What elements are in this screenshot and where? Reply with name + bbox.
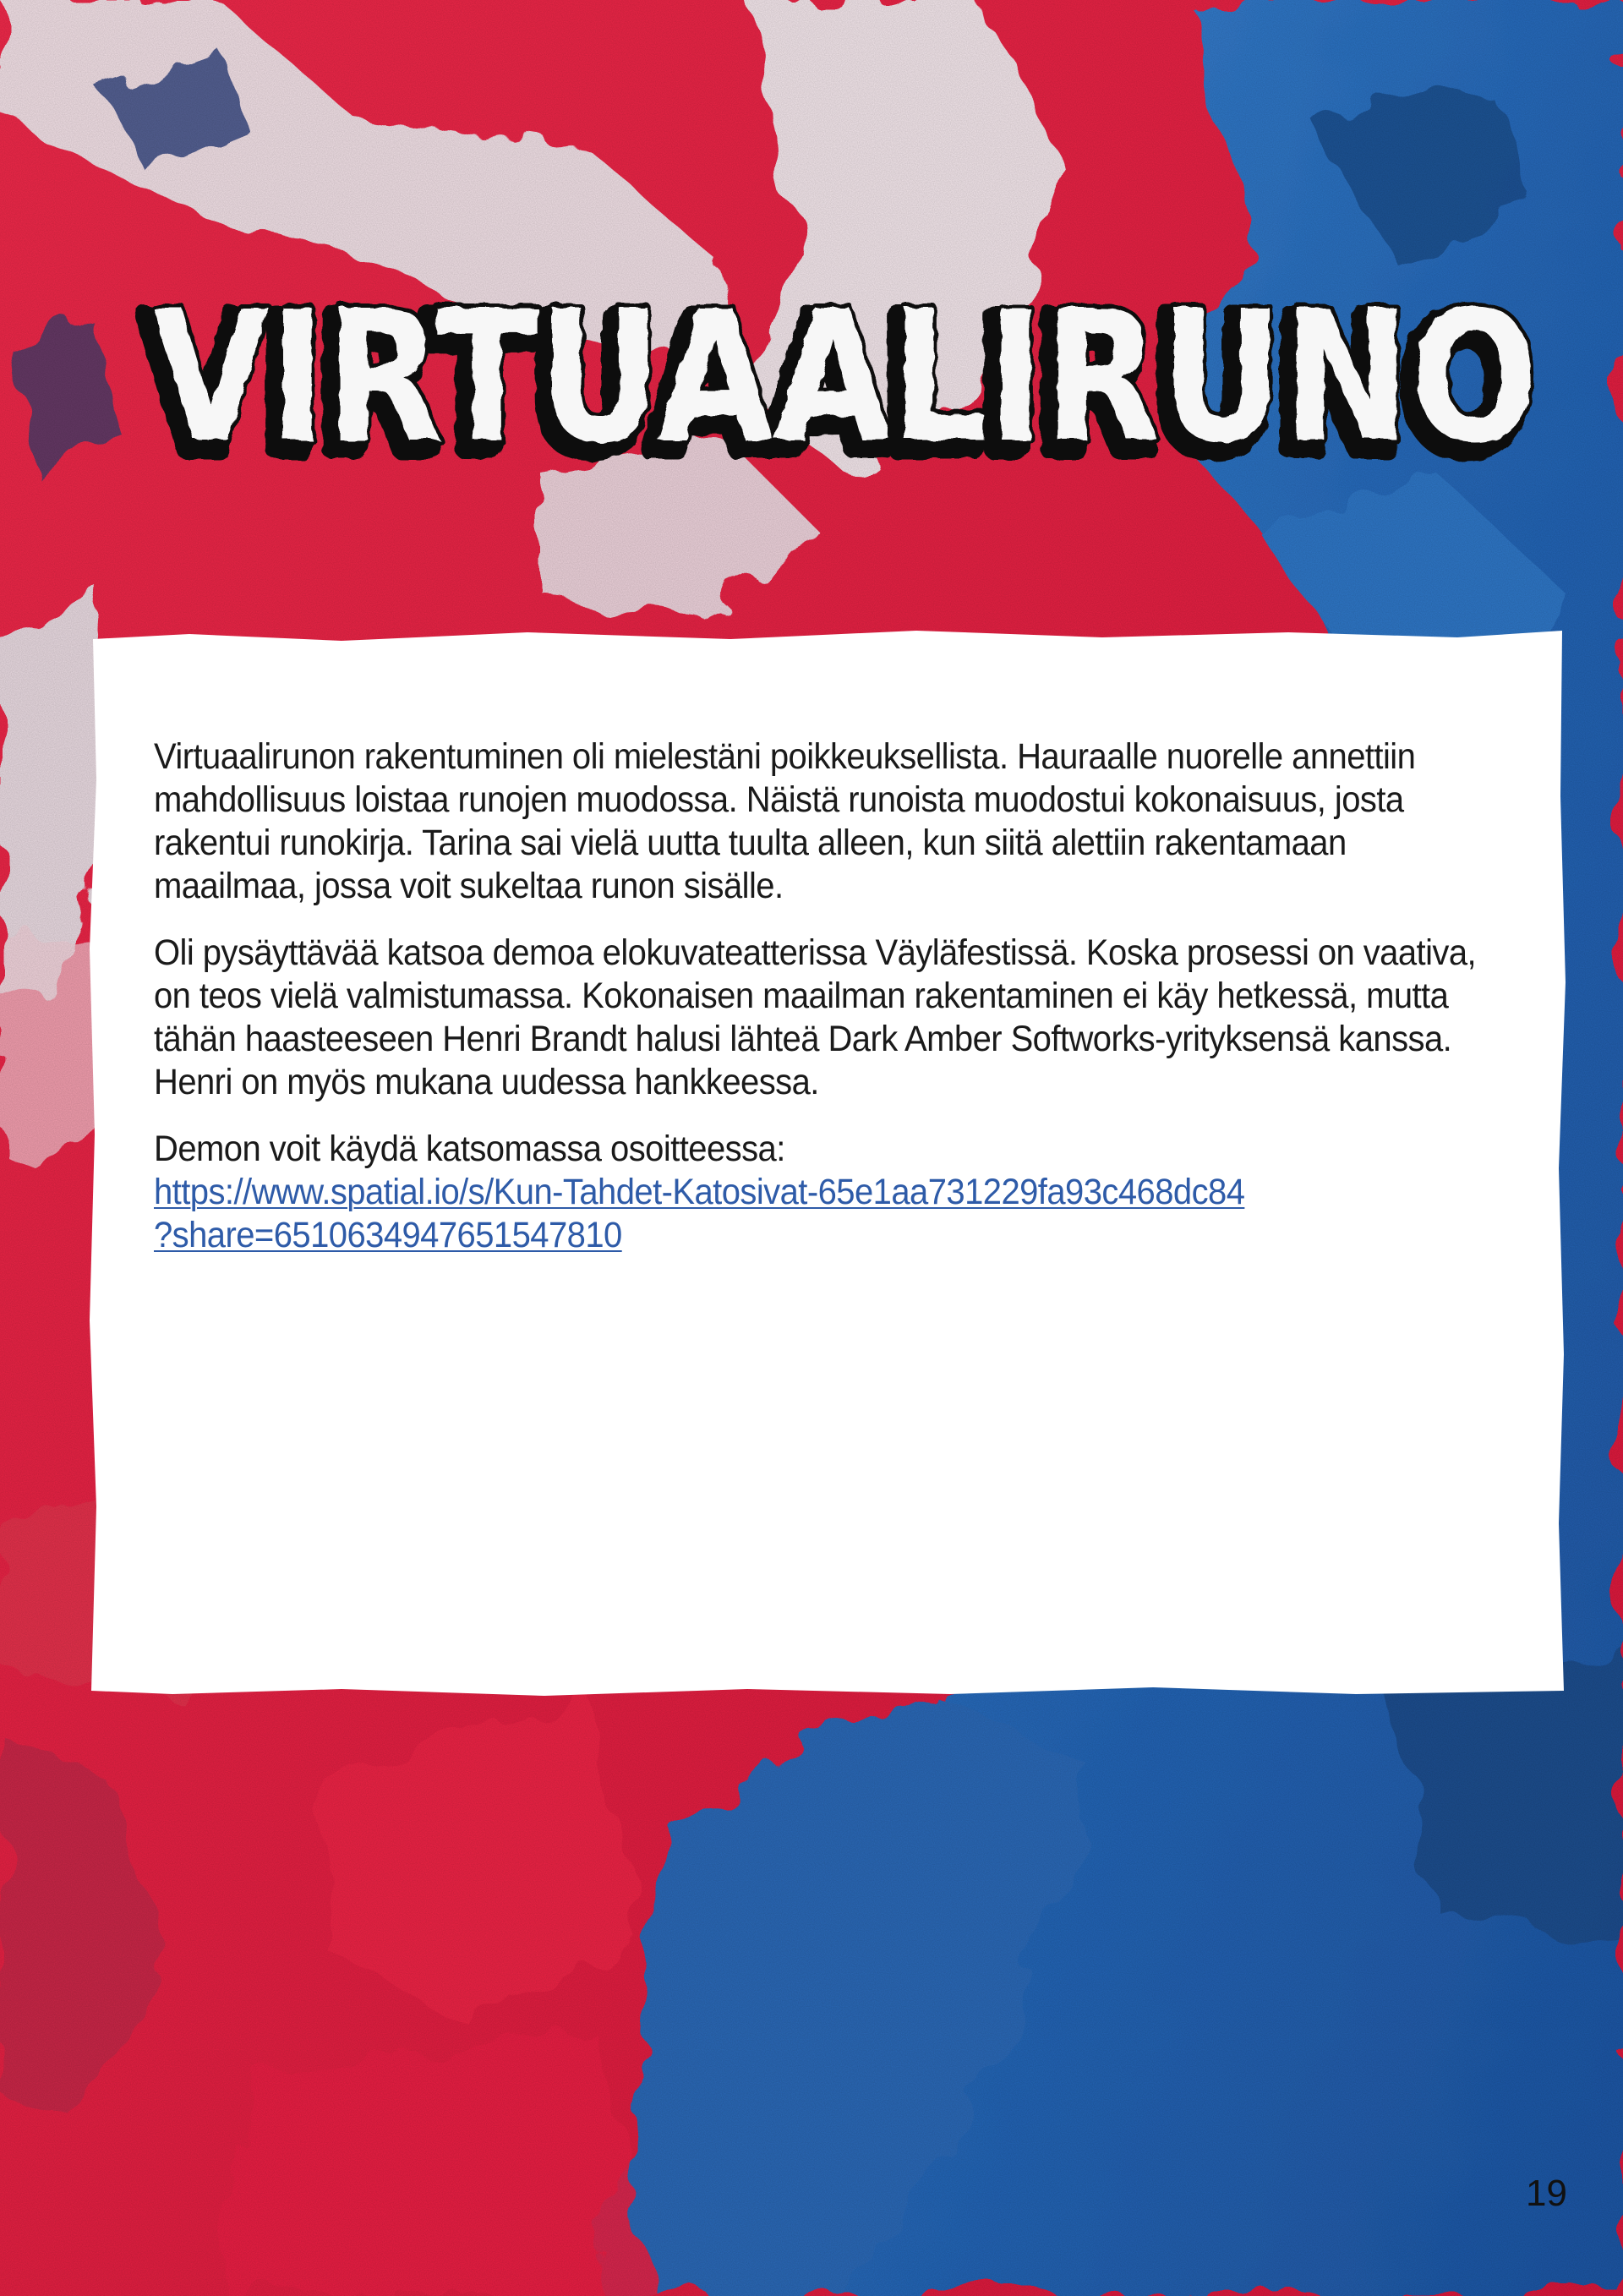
title-outline: VIRTUAALIRUNO [152, 272, 1538, 483]
text-card [88, 627, 1567, 1697]
demo-link-line-1: https://www.spatial.io/s/Kun-Tahdet-Katosivat-65e1aa731229fa93c468dc84 [154, 1172, 1245, 1212]
page-number: 19 [1526, 2173, 1567, 2214]
demo-link[interactable] [154, 1171, 1490, 1257]
title-shadow: VIRTUAALIRUNO [144, 281, 1530, 491]
paragraph-1: Virtuaalirunon rakentuminen oli mielestäni poikkeuksellista. Hauraalle nuorelle annettiin mahdollisuus loistaa runojen muodossa. Näistä runoista muodostui kokonaisuus, josta rakentui runokirja. Tarina sai vielä uutta tuulta alleen, kun siitä alettiin rakentamaan maailmaa, jossa voit sukeltaa runon sisälle. [154, 736, 1416, 906]
page-title [127, 228, 1564, 507]
title-fill: VIRTUAALIRUNO [152, 272, 1538, 483]
demo-link-line-2: ?share=6510634947651547810 [154, 1215, 622, 1255]
demo-intro: Demon voit käydä katsomassa osoitteessa: [154, 1129, 785, 1169]
paragraph-2: Oli pysäyttävää katsoa demoa elokuvateatterissa Väyläfestissä. Koska prosessi on vaativa, on teos vielä valmistumassa. Kokonaisen maailman rakentaminen ei käy hetkessä, mutta tähän haasteeseen Henri Brandt halusi lähteä Dark Amber Softworks-yrityksensä kanssa. Henri on myös mukana uudessa hankkeessa. [154, 932, 1477, 1102]
card-text [154, 735, 1490, 1257]
